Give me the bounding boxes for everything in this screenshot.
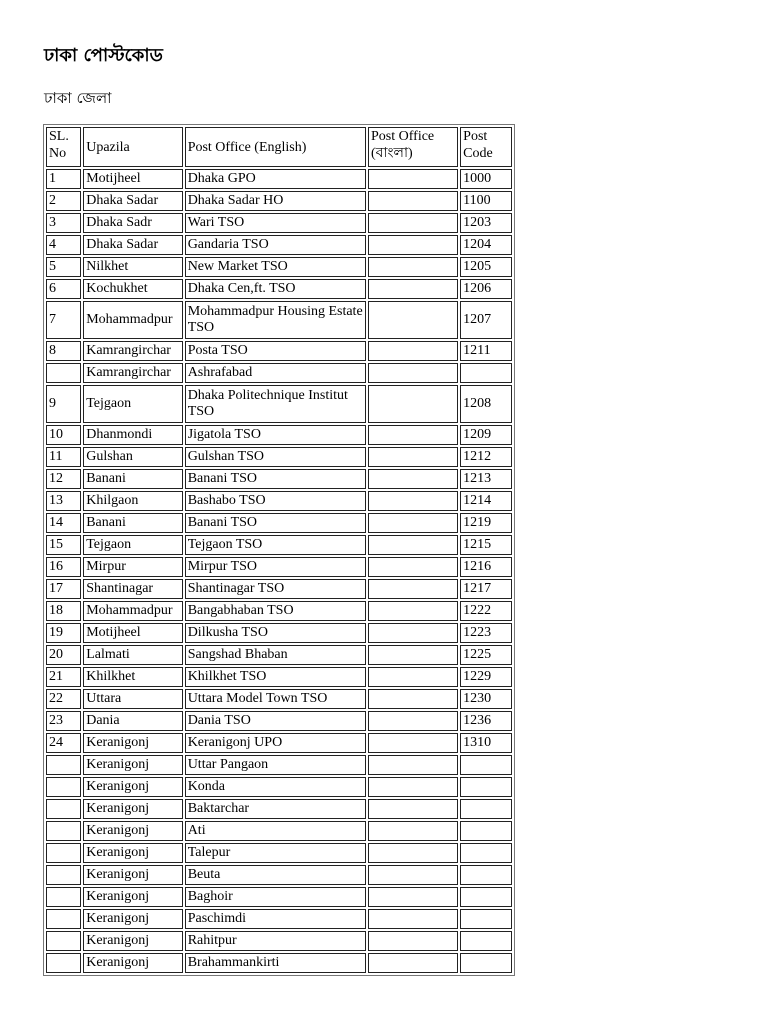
cell-upazila: Keranigonj	[83, 931, 182, 951]
cell-sl-no	[46, 843, 81, 863]
cell-post-code: 1229	[460, 667, 512, 687]
cell-sl-no: 8	[46, 341, 81, 361]
cell-sl-no: 7	[46, 301, 81, 339]
cell-post-office-english: Wari TSO	[185, 213, 366, 233]
cell-post-office-english: Uttar Pangaon	[185, 755, 366, 775]
cell-post-office-english: Khilkhet TSO	[185, 667, 366, 687]
table-row	[46, 909, 512, 929]
cell-post-office-english: Paschimdi	[185, 909, 366, 929]
cell-sl-no: 18	[46, 601, 81, 621]
cell-post-office-english: Dhaka Cen,ft. TSO	[185, 279, 366, 299]
table-row	[46, 601, 512, 621]
cell-post-code: 1203	[460, 213, 512, 233]
cell-sl-no: 21	[46, 667, 81, 687]
table-row	[46, 557, 512, 577]
cell-sl-no: 2	[46, 191, 81, 211]
cell-post-code: 1208	[460, 385, 512, 423]
cell-post-office-english: Gandaria TSO	[185, 235, 366, 255]
cell-post-office-bangla	[368, 279, 458, 299]
cell-sl-no: 13	[46, 491, 81, 511]
cell-sl-no	[46, 821, 81, 841]
cell-upazila: Kamrangirchar	[83, 341, 182, 361]
cell-post-office-bangla	[368, 235, 458, 255]
cell-upazila: Mohammadpur	[83, 301, 182, 339]
cell-post-office-english: Keranigonj UPO	[185, 733, 366, 753]
cell-upazila: Uttara	[83, 689, 182, 709]
cell-post-code	[460, 799, 512, 819]
table-row	[46, 799, 512, 819]
table-row	[46, 469, 512, 489]
cell-upazila: Keranigonj	[83, 755, 182, 775]
cell-post-office-bangla	[368, 667, 458, 687]
cell-post-office-english: Dhaka Sadar HO	[185, 191, 366, 211]
cell-post-code: 1215	[460, 535, 512, 555]
cell-upazila: Dhaka Sadr	[83, 213, 182, 233]
table-row	[46, 755, 512, 775]
cell-post-code	[460, 843, 512, 863]
cell-post-office-english: Brahammankirti	[185, 953, 366, 973]
table-row	[46, 301, 512, 339]
cell-post-code: 1211	[460, 341, 512, 361]
table-row	[46, 645, 512, 665]
cell-sl-no	[46, 909, 81, 929]
cell-post-code	[460, 953, 512, 973]
cell-post-code: 1000	[460, 169, 512, 189]
table-row	[46, 865, 512, 885]
cell-post-code: 1209	[460, 425, 512, 445]
cell-post-office-bangla	[368, 579, 458, 599]
cell-sl-no	[46, 953, 81, 973]
cell-post-code: 1204	[460, 235, 512, 255]
header-upazila: Upazila	[83, 127, 182, 167]
cell-post-office-english: Dhaka GPO	[185, 169, 366, 189]
cell-post-office-bangla	[368, 557, 458, 577]
cell-post-code: 1100	[460, 191, 512, 211]
cell-post-office-english: Sangshad Bhaban	[185, 645, 366, 665]
cell-sl-no: 10	[46, 425, 81, 445]
cell-post-office-english: Jigatola TSO	[185, 425, 366, 445]
cell-post-office-english: Bashabo TSO	[185, 491, 366, 511]
cell-sl-no	[46, 363, 81, 383]
cell-post-code: 1205	[460, 257, 512, 277]
cell-post-code: 1310	[460, 733, 512, 753]
cell-sl-no: 22	[46, 689, 81, 709]
cell-post-office-english: Dhaka Politechnique Institut TSO	[185, 385, 366, 423]
table-row	[46, 279, 512, 299]
cell-post-code: 1236	[460, 711, 512, 731]
cell-post-office-english: Ati	[185, 821, 366, 841]
cell-post-office-bangla	[368, 689, 458, 709]
cell-sl-no: 15	[46, 535, 81, 555]
cell-upazila: Keranigonj	[83, 733, 182, 753]
cell-post-code: 1216	[460, 557, 512, 577]
cell-post-code	[460, 887, 512, 907]
cell-post-office-bangla	[368, 953, 458, 973]
table-row	[46, 257, 512, 277]
table-row	[46, 341, 512, 361]
cell-post-code: 1222	[460, 601, 512, 621]
cell-sl-no: 6	[46, 279, 81, 299]
cell-sl-no: 14	[46, 513, 81, 533]
cell-upazila: Tejgaon	[83, 535, 182, 555]
cell-sl-no: 16	[46, 557, 81, 577]
table-row	[46, 385, 512, 423]
cell-upazila: Tejgaon	[83, 385, 182, 423]
table-row	[46, 667, 512, 687]
table-header-row	[46, 127, 512, 167]
cell-post-office-english: Gulshan TSO	[185, 447, 366, 467]
cell-sl-no	[46, 777, 81, 797]
cell-upazila: Keranigonj	[83, 909, 182, 929]
cell-post-code: 1214	[460, 491, 512, 511]
cell-sl-no	[46, 755, 81, 775]
cell-upazila: Lalmati	[83, 645, 182, 665]
cell-sl-no: 19	[46, 623, 81, 643]
cell-sl-no: 20	[46, 645, 81, 665]
cell-upazila: Gulshan	[83, 447, 182, 467]
cell-post-code	[460, 755, 512, 775]
cell-post-office-bangla	[368, 213, 458, 233]
cell-post-office-bangla	[368, 909, 458, 929]
cell-post-office-english: Beuta	[185, 865, 366, 885]
cell-post-office-english: New Market TSO	[185, 257, 366, 277]
cell-post-office-bangla	[368, 385, 458, 423]
cell-post-office-english: Dilkusha TSO	[185, 623, 366, 643]
table-row	[46, 579, 512, 599]
cell-sl-no: 23	[46, 711, 81, 731]
table-row	[46, 363, 512, 383]
table-row	[46, 235, 512, 255]
cell-post-office-bangla	[368, 491, 458, 511]
cell-post-office-bangla	[368, 363, 458, 383]
cell-post-office-bangla	[368, 601, 458, 621]
header-post-office-bangla: Post Office (বাংলা)	[368, 127, 458, 167]
cell-post-code	[460, 363, 512, 383]
cell-upazila: Mohammadpur	[83, 601, 182, 621]
cell-upazila: Banani	[83, 469, 182, 489]
cell-upazila: Motijheel	[83, 169, 182, 189]
cell-post-office-bangla	[368, 191, 458, 211]
cell-post-office-english: Baktarchar	[185, 799, 366, 819]
cell-upazila: Banani	[83, 513, 182, 533]
table-row	[46, 953, 512, 973]
cell-post-office-english: Shantinagar TSO	[185, 579, 366, 599]
cell-upazila: Keranigonj	[83, 821, 182, 841]
cell-sl-no: 11	[46, 447, 81, 467]
cell-post-office-english: Talepur	[185, 843, 366, 863]
cell-upazila: Dania	[83, 711, 182, 731]
cell-post-code: 1219	[460, 513, 512, 533]
cell-post-office-bangla	[368, 623, 458, 643]
cell-post-office-bangla	[368, 733, 458, 753]
cell-upazila: Nilkhet	[83, 257, 182, 277]
cell-post-office-english: Posta TSO	[185, 341, 366, 361]
cell-upazila: Keranigonj	[83, 953, 182, 973]
cell-sl-no	[46, 887, 81, 907]
cell-post-code	[460, 821, 512, 841]
table-row	[46, 733, 512, 753]
cell-post-office-bangla	[368, 777, 458, 797]
cell-post-code	[460, 865, 512, 885]
cell-upazila: Dhaka Sadar	[83, 235, 182, 255]
cell-sl-no: 12	[46, 469, 81, 489]
cell-post-code	[460, 931, 512, 951]
page-title: ঢাকা পোস্টকোড	[44, 45, 163, 66]
table-row	[46, 931, 512, 951]
table-row	[46, 513, 512, 533]
cell-post-office-english: Bangabhaban TSO	[185, 601, 366, 621]
cell-post-code: 1230	[460, 689, 512, 709]
cell-post-code: 1223	[460, 623, 512, 643]
cell-upazila: Kamrangirchar	[83, 363, 182, 383]
cell-post-code	[460, 909, 512, 929]
cell-upazila: Mirpur	[83, 557, 182, 577]
cell-upazila: Keranigonj	[83, 777, 182, 797]
cell-post-office-bangla	[368, 447, 458, 467]
cell-sl-no	[46, 931, 81, 951]
cell-post-office-english: Banani TSO	[185, 469, 366, 489]
cell-upazila: Dhanmondi	[83, 425, 182, 445]
cell-sl-no	[46, 865, 81, 885]
cell-upazila: Khilkhet	[83, 667, 182, 687]
cell-post-office-bangla	[368, 711, 458, 731]
cell-sl-no: 4	[46, 235, 81, 255]
cell-post-office-bangla	[368, 257, 458, 277]
cell-post-office-bangla	[368, 301, 458, 339]
cell-post-office-english: Mohammadpur Housing Estate TSO	[185, 301, 366, 339]
cell-post-office-bangla	[368, 931, 458, 951]
cell-post-office-english: Konda	[185, 777, 366, 797]
cell-post-office-english: Banani TSO	[185, 513, 366, 533]
cell-post-code	[460, 777, 512, 797]
cell-post-office-bangla	[368, 513, 458, 533]
table-row	[46, 191, 512, 211]
cell-post-office-english: Mirpur TSO	[185, 557, 366, 577]
cell-sl-no: 3	[46, 213, 81, 233]
table-row	[46, 213, 512, 233]
cell-upazila: Dhaka Sadar	[83, 191, 182, 211]
table-row	[46, 843, 512, 863]
cell-sl-no: 17	[46, 579, 81, 599]
cell-post-office-english: Tejgaon TSO	[185, 535, 366, 555]
cell-upazila: Shantinagar	[83, 579, 182, 599]
cell-post-office-english: Baghoir	[185, 887, 366, 907]
cell-upazila: Keranigonj	[83, 843, 182, 863]
cell-post-code: 1225	[460, 645, 512, 665]
header-post-office-english: Post Office (English)	[185, 127, 366, 167]
cell-upazila: Keranigonj	[83, 865, 182, 885]
table-row	[46, 447, 512, 467]
table-row	[46, 491, 512, 511]
cell-post-office-bangla	[368, 843, 458, 863]
cell-post-office-bangla	[368, 169, 458, 189]
cell-post-office-bangla	[368, 469, 458, 489]
cell-upazila: Keranigonj	[83, 887, 182, 907]
cell-post-office-bangla	[368, 865, 458, 885]
cell-post-office-bangla	[368, 755, 458, 775]
cell-sl-no	[46, 799, 81, 819]
cell-post-office-bangla	[368, 821, 458, 841]
cell-upazila: Kochukhet	[83, 279, 182, 299]
table-row	[46, 623, 512, 643]
table-row	[46, 777, 512, 797]
table-row	[46, 169, 512, 189]
table-row	[46, 821, 512, 841]
cell-post-office-english: Rahitpur	[185, 931, 366, 951]
page-subtitle: ঢাকা জেলা	[44, 89, 112, 107]
cell-upazila: Keranigonj	[83, 799, 182, 819]
cell-post-code: 1207	[460, 301, 512, 339]
cell-post-office-bangla	[368, 645, 458, 665]
cell-post-office-bangla	[368, 887, 458, 907]
cell-post-office-bangla	[368, 535, 458, 555]
cell-post-office-english: Ashrafabad	[185, 363, 366, 383]
cell-post-code: 1212	[460, 447, 512, 467]
cell-post-office-english: Dania TSO	[185, 711, 366, 731]
table-row	[46, 711, 512, 731]
table-row	[46, 689, 512, 709]
cell-post-code: 1206	[460, 279, 512, 299]
header-post-code: Post Code	[460, 127, 512, 167]
cell-sl-no: 9	[46, 385, 81, 423]
cell-sl-no: 24	[46, 733, 81, 753]
cell-post-code: 1213	[460, 469, 512, 489]
cell-upazila: Khilgaon	[83, 491, 182, 511]
cell-post-office-english: Uttara Model Town TSO	[185, 689, 366, 709]
cell-post-office-bangla	[368, 341, 458, 361]
cell-post-code: 1217	[460, 579, 512, 599]
cell-post-office-bangla	[368, 799, 458, 819]
cell-upazila: Motijheel	[83, 623, 182, 643]
table-row	[46, 535, 512, 555]
cell-sl-no: 1	[46, 169, 81, 189]
cell-sl-no: 5	[46, 257, 81, 277]
postcode-table	[43, 124, 515, 976]
table-row	[46, 425, 512, 445]
table-row	[46, 887, 512, 907]
cell-post-office-bangla	[368, 425, 458, 445]
header-sl-no: SL. No	[46, 127, 81, 167]
